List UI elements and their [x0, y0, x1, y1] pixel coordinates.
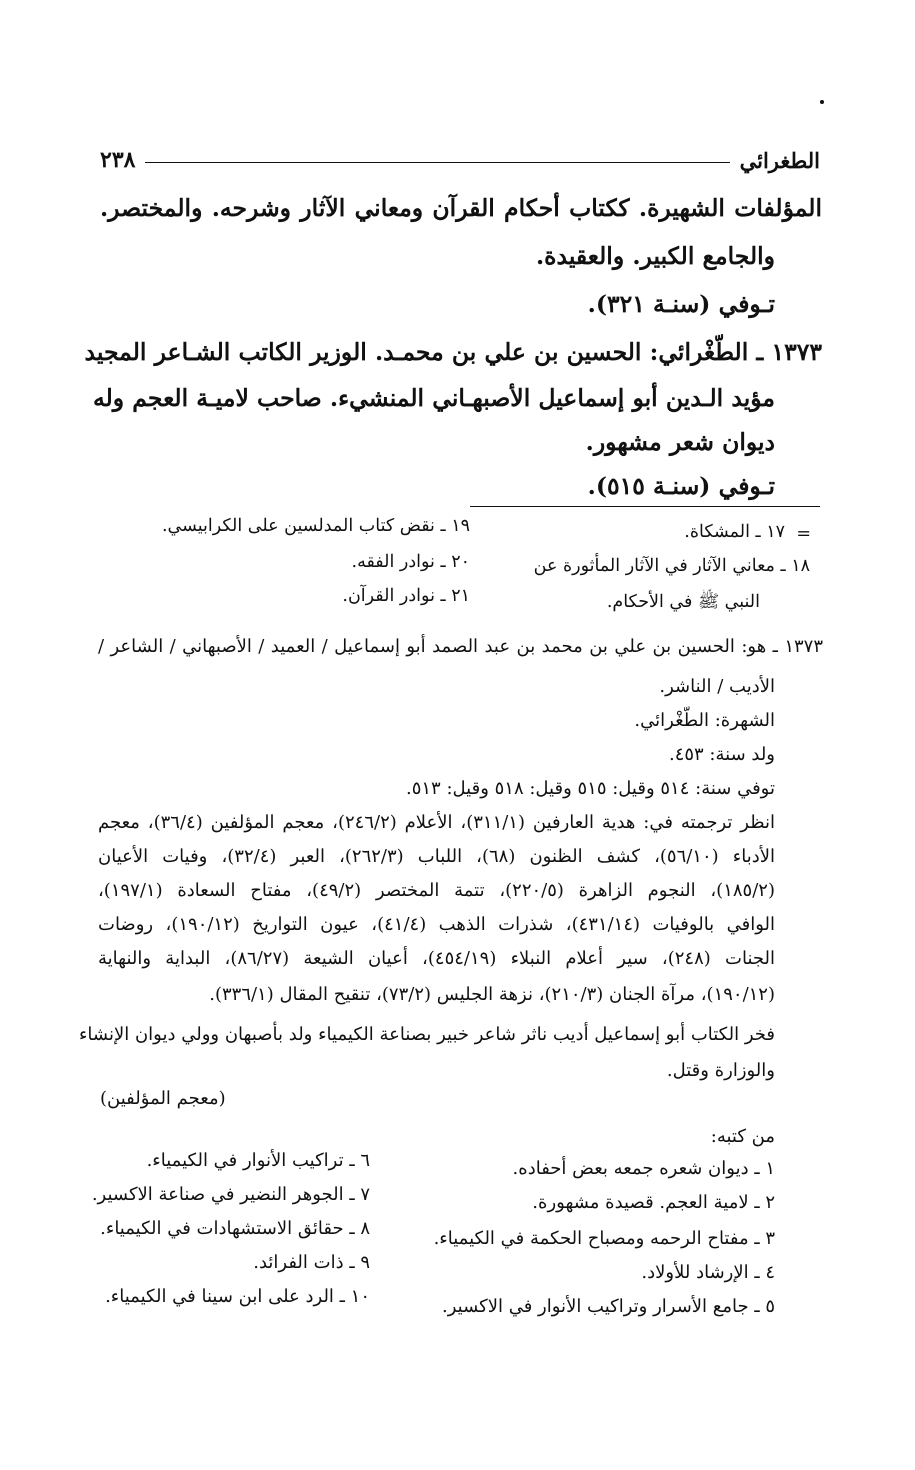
running-header [100, 142, 820, 178]
work-item: ١ ـ ديوان شعره جمعه بعض أحفاده. [512, 1158, 775, 1179]
main-line: والجامع الكبير. والعقيدة. [535, 242, 775, 270]
sources-line: (١٨٥/٢)، النجوم الزاهرة (٢٢٠/٥)، تتمة المختصر (٤٩/٢)، مفتاح السعادة (١٩٧/١)، [98, 880, 775, 901]
work-item: ٧ ـ الجوهر النضير في صناعة الاكسير. [91, 1184, 370, 1205]
main-line: تـوفي (سنـة ٣٢١). [587, 290, 775, 318]
page-number: ٢٣٨ [100, 147, 136, 173]
header-rule [145, 162, 729, 163]
footnote-item: ١٧ ـ المشكاة. [684, 522, 785, 542]
entry-line: ١٣٧٣ ـ هو: الحسين بن علي بن محمد بن عبد الصمد أبو إسماعيل / العميد / الأصبهاني / الشاعر / [98, 636, 823, 657]
work-item: ٦ ـ تراكيب الأنوار في الكيمياء. [146, 1150, 370, 1171]
entry-heading-line: ١٣٧٣ ـ الطّغْرائي: الحسين بن علي بن محمـد. الوزير الكاتب الشـاعر المجيد [84, 338, 822, 366]
entry-line: والوزارة وقتل. [666, 1060, 775, 1081]
work-item: ٤ ـ الإرشاد للأولاد. [641, 1262, 775, 1283]
sources-line: الأدباء (٥٦/١٠)، كشف الظنون (٦٨)، اللباب (٢٦٢/٣)، العبر (٣٢/٤)، وفيات الأعيان [98, 846, 775, 867]
sources-line: انظر ترجمته في: هدية العارفين (٣١١/١)، الأعلام (٢٤٦/٢)، معجم المؤلفين (٣٦/٤)، معجم [98, 812, 775, 833]
footnote-item: ٢٠ ـ نوادر الفقه. [351, 552, 470, 572]
work-item: ١٠ ـ الرد على ابن سينا في الكيمياء. [105, 1286, 370, 1307]
footnote-item: ١٩ ـ نقض كتاب المدلسين على الكرابيسي. [161, 516, 470, 536]
page-speck [820, 100, 824, 104]
footnote-separator [470, 506, 820, 507]
sources-line: الجنات (٢٤٨)، سير أعلام النبلاء (٤٥٤/١٩)، أعيان الشيعة (٨٦/٢٧)، البداية والنهاية [98, 948, 775, 969]
work-item: ٣ ـ مفتاح الرحمه ومصباح الحكمة في الكيمياء. [433, 1228, 775, 1249]
entry-line: فخر الكتاب أبو إسماعيل أديب ناثر شاعر خبير بصناعة الكيمياء ولد بأصبهان وولي ديوان الإنشاء [78, 1024, 775, 1045]
main-line: مؤيد الـدين أبو إسماعيل الأصبهـاني المنشيء. صاحب لاميـة العجم وله [92, 384, 775, 412]
footnote-item: النبي ﷺ في الأحكام. [606, 592, 760, 612]
entry-line: ولد سنة: ٤٥٣. [668, 744, 775, 765]
entry-line: توفي سنة: ٥١٤ وقيل: ٥١٥ وقيل: ٥١٨ وقيل: ٥١٣. [405, 778, 775, 799]
sources-line: (١٩٠/١٢)، مرآة الجنان (٢١٠/٣)، نزهة الجليس (٧٣/٢)، تنقيح المقال (٣٣٦/١). [209, 984, 775, 1005]
source-citation: (معجم المؤلفين) [100, 1088, 226, 1109]
footnote-item: ٢١ ـ نوادر القرآن. [342, 586, 470, 606]
main-line: ديوان شعر مشهور. [585, 428, 775, 456]
work-item: ٩ ـ ذات الفرائد. [253, 1252, 370, 1273]
entry-line: الأديب / الناشر. [659, 676, 775, 697]
works-heading: من كتبه: [710, 1126, 775, 1147]
work-item: ٢ ـ لامية العجم. قصيدة مشهورة. [532, 1192, 775, 1213]
entry-line: الشهرة: الطّغْرائي. [634, 710, 775, 731]
work-item: ٨ ـ حقائق الاستشهادات في الكيمياء. [100, 1218, 370, 1239]
footnote-item: ١٨ ـ معاني الآثار في الآثار المأثورة عن [533, 556, 810, 576]
running-title: الطغرائي [739, 147, 820, 173]
sources-line: الوافي بالوفيات (٤٣١/١٤)، شذرات الذهب (٤١/٤)، عيون التواريخ (١٩٠/١٢)، روضات [98, 914, 776, 935]
work-item: ٥ ـ جامع الأسرار وتراكيب الأنوار في الاكسير. [442, 1296, 775, 1317]
footnote-marker: = [796, 524, 811, 544]
main-line: المؤلفات الشهيرة. ككتاب أحكام القرآن ومعاني الآثار وشرحه. والمختصر. [100, 194, 822, 222]
main-line: تـوفي (سنـة ٥١٥). [587, 472, 775, 500]
